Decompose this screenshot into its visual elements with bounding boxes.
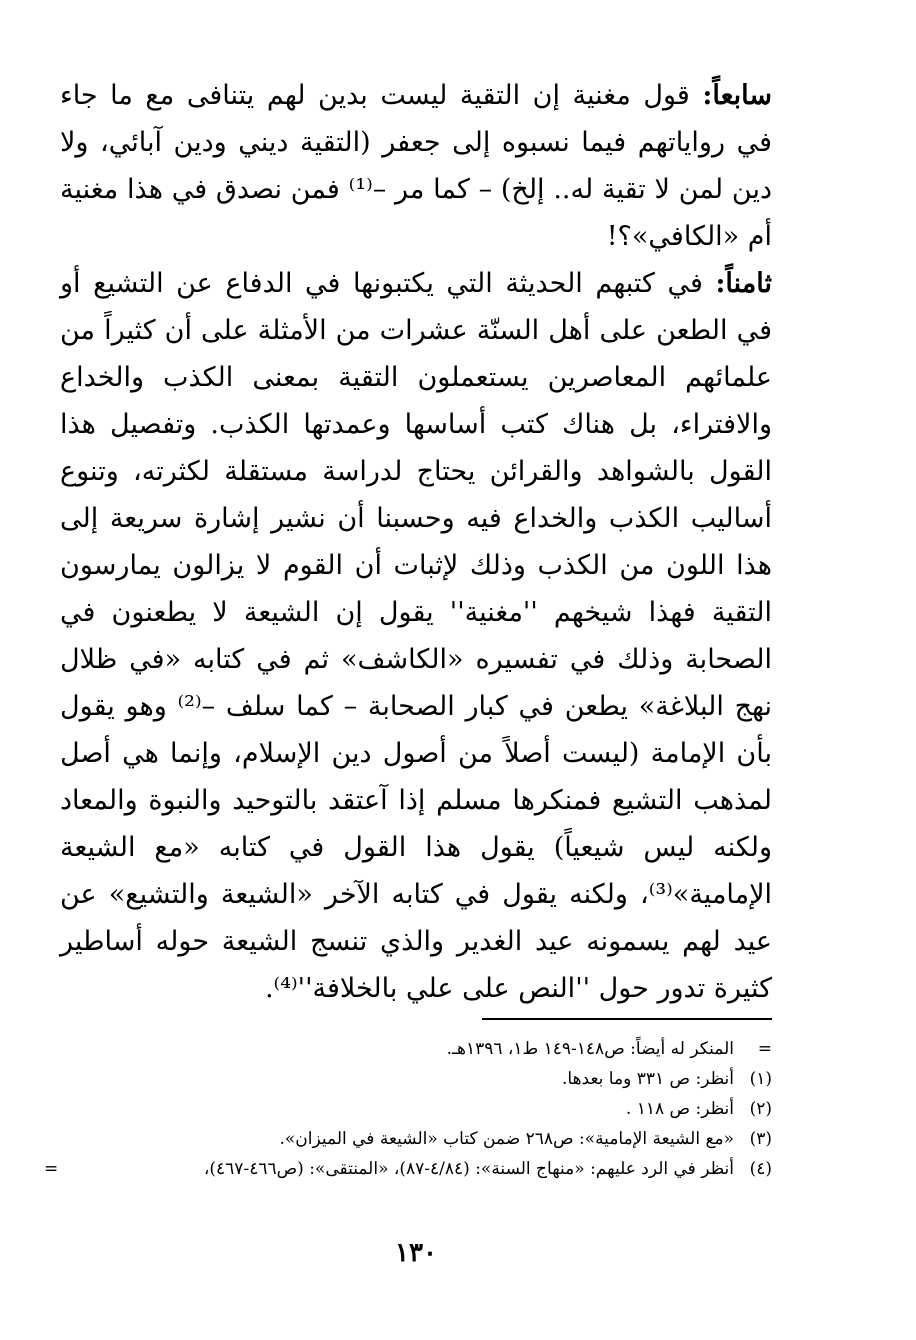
footnote-text: أنظر في الرد عليهم: «منهاج السنة»: (٤/٨٤-٨٧)، «المنتقى»: (ص٤٦٦-٤٦٧)، [203,1159,734,1179]
footnote-item [60,1124,772,1154]
main-text [60,72,772,1012]
paragraph-lead: ثامناً: [715,268,772,299]
book-page [44,72,772,1312]
footnote-marker: (٣) [749,1129,772,1149]
footnote-item [60,1064,772,1094]
footnote-marker: = [757,1039,772,1059]
footnote-marker: (٢) [749,1099,772,1119]
paragraph-eighth [60,260,772,1012]
paragraph-seventh [60,72,772,260]
footnotes [44,1034,772,1184]
page-number: ١٣٠ [395,1238,437,1268]
footnote-item [44,1154,772,1184]
paragraph-body: في كتبهم الحديثة التي يكتبونها في الدفاع عن التشيع أو في الطعن على أهل السنّة عشرات من الأمثلة على أن كثيراً من علمائهم المعاصرين يستعملون التقية بمعنى الكذب والخداع والافتراء، بل هناك كتب أساسها وعمدتها الكذب. وتفصيل هذا القول بالشواهد والقرائن يحتاج لدراسة مستقلة لكثرته، وتنوع أساليب الكذب والخداع فيه وحسبنا أن نشير إشارة سريعة إلى هذا اللون من الكذب وذلك لإثبات أن القوم لا يزالون يمارسون التقية فهذا شيخهم ''مغنية'' يقول إن الشيعة لا يطعنون في الصحابة وذلك في تفسيره «الكاشف» ثم في كتابه «في ظلال نهج البلاغة» يطعن في كبار الصحابة – كما سلف –⁽²⁾ وهو يقول بأن الإمامة (ليست أصلاً من أصول دين الإسلام، وإنما هي أصل لمذهب التشيع فمنكرها مسلم إذا آعتقد بالتوحيد والنبوة والمعاد ولكنه ليس شيعياً) يقول هذا القول في كتابه «مع الشيعة الإمامية»⁽³⁾، ولكنه يقول في كتابه الآخر «الشيعة والتشيع» عن عيد لهم يسمونه عيد الغدير والذي تنسج الشيعة حوله أساطير كثيرة تدور حول ''النص على علي بالخلافة''⁽⁴⁾. [60,268,772,1004]
footnote-continues-mark: = [44,1159,59,1179]
paragraph-body: قول مغنية إن التقية ليست بدين لهم يتنافى مع ما جاء في رواياتهم فيما نسبوه إلى جعفر (التقية ديني ودين آبائي، ولا دين لمن لا تقية له.. إلخ) – كما مر –⁽¹⁾ فمن نصدق في هذا مغنية أم «الكافي»؟! [60,80,772,252]
footnote-continuation [60,1034,772,1064]
footnote-item [60,1094,772,1124]
footnote-marker: (٤) [749,1159,772,1179]
footnote-text: أنظر: ص ٣٣١ وما بعدها. [562,1069,734,1089]
paragraph-lead: سابعاً: [702,80,772,111]
footnote-marker: (١) [749,1069,772,1089]
footnote-text: «مع الشيعة الإمامية»: ص٢٦٨ ضمن كتاب «الشيعة في الميزان». [279,1129,734,1149]
footnote-text: أنظر: ص ١١٨ . [625,1099,734,1119]
footnote-text: المنكر له أيضاً: ص١٤٨-١٤٩ ط١، ١٣٩٦هـ. [446,1039,734,1059]
footnote-divider [482,1018,772,1020]
